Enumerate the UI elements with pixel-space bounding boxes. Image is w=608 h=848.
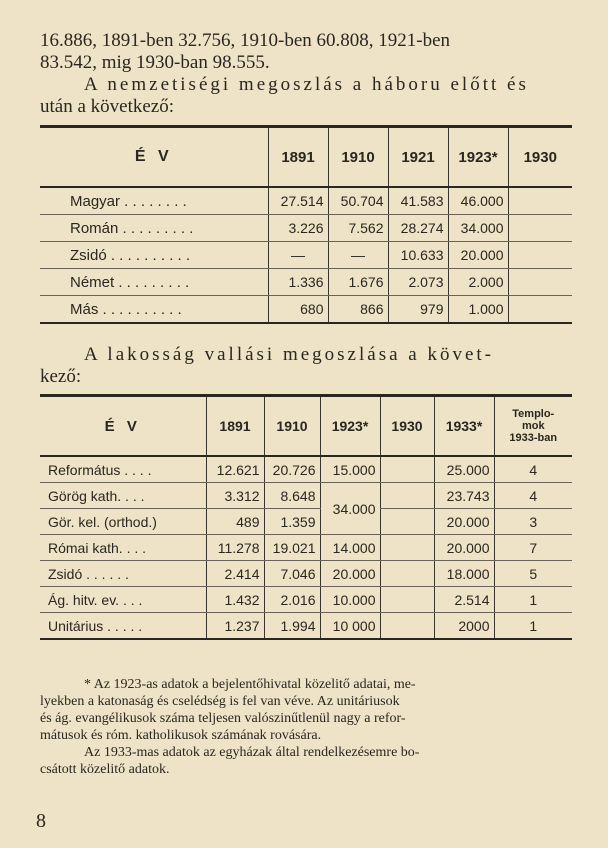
- table-cell: [380, 587, 434, 613]
- temples-cell: 7: [494, 535, 572, 561]
- table-cell: [508, 187, 572, 215]
- table-cell: [380, 456, 434, 483]
- religion-table: [40, 394, 572, 640]
- table-cell: [380, 483, 434, 509]
- table-cell: 20.726: [264, 456, 320, 483]
- row-label: Magyar . . . . . . . .: [40, 187, 268, 215]
- table-cell: 34.000: [448, 215, 508, 242]
- table-cell: 3.312: [206, 483, 264, 509]
- footnote-line: Az 1933-mas adatok az egyházak által rendelkezésemre bo-: [84, 745, 420, 760]
- table-cell: 11.278: [206, 535, 264, 561]
- row-label: Német . . . . . . . . .: [40, 269, 268, 296]
- table-cell: 25.000: [434, 456, 494, 483]
- religion-paragraph: [40, 344, 576, 388]
- table-row: [40, 561, 572, 587]
- table-cell: [508, 269, 572, 296]
- temples-cell: 1: [494, 587, 572, 613]
- column-header: É V: [104, 417, 141, 435]
- table-row: [40, 483, 572, 509]
- table-cell: 10.000: [320, 587, 380, 613]
- table-cell: 50.704: [328, 187, 388, 215]
- table-cell: 1.676: [328, 269, 388, 296]
- row-label: Ág. hitv. ev. . . .: [40, 587, 206, 613]
- row-label: Román . . . . . . . . .: [40, 215, 268, 242]
- table-row: [40, 535, 572, 561]
- column-header: 1930: [508, 127, 572, 188]
- table-cell: 27.514: [268, 187, 328, 215]
- table-cell: 7.046: [264, 561, 320, 587]
- table-cell: [380, 535, 434, 561]
- table-row: [40, 269, 572, 296]
- column-header: 1910: [328, 127, 388, 188]
- footnote-line: mátusok és róm. katholikusok számának rovására.: [40, 728, 322, 743]
- nationality-table: [40, 125, 572, 324]
- table-row: [40, 509, 572, 535]
- table-cell: 680: [268, 296, 328, 324]
- table-cell: 979: [388, 296, 448, 324]
- table-cell: 14.000: [320, 535, 380, 561]
- table-row: [40, 215, 572, 242]
- table-cell: 2.414: [206, 561, 264, 587]
- row-label: Református . . . .: [40, 456, 206, 483]
- religion-line: A lakosság vallási megoszlása a követ-: [84, 344, 495, 365]
- temples-column-header: [494, 396, 572, 457]
- footnote-line: és ág. evangélikusok száma teljesen valószinűtlenül nagy a refor-: [40, 711, 406, 726]
- table-cell: 20.000: [434, 535, 494, 561]
- table-cell: 2.073: [388, 269, 448, 296]
- temples-header-line: mok: [521, 420, 545, 432]
- table-cell: 20.000: [320, 561, 380, 587]
- table-cell: 1.994: [264, 613, 320, 640]
- religion-line: kező:: [40, 366, 82, 387]
- table-cell: 2.000: [448, 269, 508, 296]
- column-header: 1933*: [434, 396, 494, 457]
- temples-header-line: Templo-: [512, 408, 555, 420]
- table-cell: 1.000: [448, 296, 508, 324]
- table-row: [40, 587, 572, 613]
- table-cell: 489: [206, 509, 264, 535]
- table-cell: 1.237: [206, 613, 264, 640]
- intro-line: után a következő:: [40, 96, 175, 117]
- table-cell: 1.432: [206, 587, 264, 613]
- table-cell: 23.743: [434, 483, 494, 509]
- table-cell: 15.000: [320, 456, 380, 483]
- table-cell: —: [328, 242, 388, 269]
- table-cell: —: [268, 242, 328, 269]
- column-header: 1891: [268, 127, 328, 188]
- table-cell: 2.016: [264, 587, 320, 613]
- table-cell: 1.336: [268, 269, 328, 296]
- table-cell: 10 000: [320, 613, 380, 640]
- table-row: [40, 296, 572, 324]
- intro-paragraph: [40, 30, 576, 118]
- table-cell: 1.359: [264, 509, 320, 535]
- temples-cell: 4: [494, 456, 572, 483]
- merged-cell: 34.000: [320, 483, 380, 535]
- row-label: Római kath. . . .: [40, 535, 206, 561]
- table-row: [40, 242, 572, 269]
- table-cell: 2.514: [434, 587, 494, 613]
- table-header-row: [40, 396, 572, 457]
- table-cell: [508, 296, 572, 324]
- table-cell: 20.000: [434, 509, 494, 535]
- table-cell: 10.633: [388, 242, 448, 269]
- column-header: É V: [134, 148, 173, 165]
- table-cell: 7.562: [328, 215, 388, 242]
- table-cell: [380, 613, 434, 640]
- table-cell: 19.021: [264, 535, 320, 561]
- row-label: Görög kath. . . .: [40, 483, 206, 509]
- table-cell: [380, 561, 434, 587]
- column-header: 1923*: [448, 127, 508, 188]
- table-cell: 2000: [434, 613, 494, 640]
- table-cell: 41.583: [388, 187, 448, 215]
- column-header: 1891: [206, 396, 264, 457]
- row-label: Gör. kel. (orthod.): [40, 509, 206, 535]
- page-number: 8: [36, 810, 46, 832]
- row-label: Zsidó . . . . . . . . . .: [40, 242, 268, 269]
- intro-line: 16.886, 1891-ben 32.756, 1910-ben 60.808, 1921-ben: [40, 30, 451, 51]
- row-label: Más . . . . . . . . . .: [70, 300, 182, 318]
- table-cell: 20.000: [448, 242, 508, 269]
- temples-header-line: 1933-ban: [509, 432, 558, 444]
- row-label: Zsidó . . . . . .: [40, 561, 206, 587]
- temples-cell: 4: [494, 483, 572, 509]
- table-header-row: [40, 127, 572, 188]
- column-header: 1930: [380, 396, 434, 457]
- column-header: 1923*: [320, 396, 380, 457]
- table-row: [40, 613, 572, 640]
- table-cell: 12.621: [206, 456, 264, 483]
- table-cell: 3.226: [268, 215, 328, 242]
- column-header: 1921: [388, 127, 448, 188]
- column-header: 1910: [264, 396, 320, 457]
- table-cell: 46.000: [448, 187, 508, 215]
- table-cell: [508, 215, 572, 242]
- table-row: [40, 187, 572, 215]
- temples-cell: 1: [494, 613, 572, 640]
- table-cell: 8.648: [264, 483, 320, 509]
- row-label: Unitárius . . . . .: [48, 617, 143, 634]
- table-cell: 28.274: [388, 215, 448, 242]
- table-cell: [380, 509, 434, 535]
- footnote-line: * Az 1923-as adatok a bejelentőhivatal közelitő adatai, me-: [84, 677, 416, 692]
- intro-line: A nemzetiségi megoszlás a háboru előtt és: [84, 74, 529, 95]
- footnote: [40, 676, 576, 778]
- table-cell: 866: [328, 296, 388, 324]
- temples-cell: 3: [494, 509, 572, 535]
- table-cell: [508, 242, 572, 269]
- table-cell: 18.000: [434, 561, 494, 587]
- temples-cell: 5: [494, 561, 572, 587]
- intro-line: 83.542, mig 1930-ban 98.555.: [40, 52, 270, 73]
- footnote-line: csátott közelitő adatok.: [40, 762, 170, 777]
- footnote-line: lyekben a katonaság és cselédség is fel van véve. Az unitáriusok: [40, 694, 400, 709]
- table-row: [40, 456, 572, 483]
